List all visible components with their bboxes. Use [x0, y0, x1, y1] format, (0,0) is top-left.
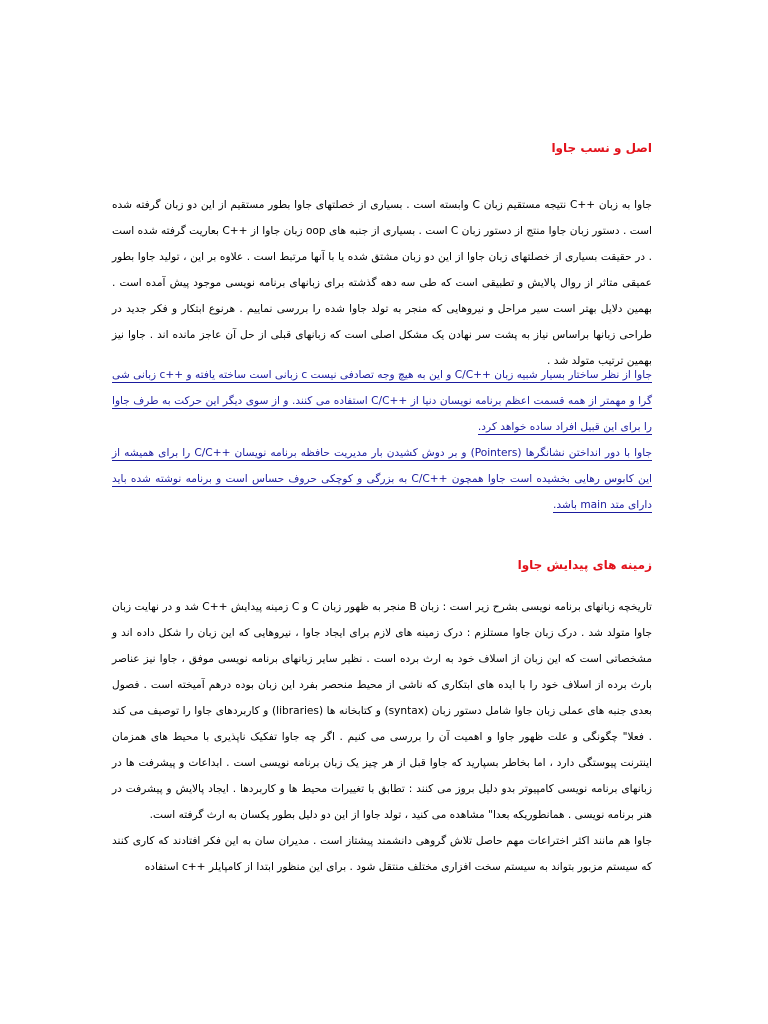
section2-paragraph-team: جاوا هم مانند اکثر اختراعات مهم حاصل تلاش گروهی دانشمند پیشتاز است . مدیران سان به این فکر افتادند که کاری کنند که سیستم مزبور بتواند به سیستم سخت افزاری مختلف منتقل شود . برای این منظور ابتدا از کامپایلر ++c استفاده: [112, 835, 652, 873]
section1-paragraph: جاوا به زبان ++C نتیجه مستقیم زبان C وابسته است . بسیاری از خصلتهای جاوا بطور مستقیم از این دو زبان گرفته شده است . دستور زبان جاوا منتج از دستور زبان C است . بسیاری از جنبه های oop زبان جاوا از ++C بعاریت گرفته شده است . در حقیقت بسیاری از خصلتهای زبان جاوا از این دو زبان مشتق شده یا با آنها مرتبط است . علاوه بر این ، تولید جاوا بطور عمیقی متاثر از روال پالایش و تطبیقی است که طی سه دهه گذشته برای زبانهای برنامه نویسی موجود پیش آمده است . بهمین دلایل بهتر است سیر مراحل و نیروهایی که منجر به تولد جاوا شده را بررسی نماییم . هرنوع ابتکار و فکر جدید در طراحی زبانها براساس نیاز به پشت سر نهادن یک مشکل اصلی است که زبانهای قبلی از حل آن عاجز مانده اند . جاوا نیز بهمین ترتیب متولد شد .: [112, 199, 652, 367]
section-title-background: زمینه های پیدایش جاوا: [517, 558, 652, 572]
section1-highlight-block: [112, 362, 652, 518]
highlight-paragraph-pointers: جاوا با دور انداختن نشانگرها (Pointers) و بر دوش کشیدن بار مدیریت حافظه برنامه نویسان ++C/C را برای همیشه از این کابوس رهایی بخشیده است جاوا همچون ++C/C به بزرگی و کوچکی حروف حساس است و برنامه نوشته شده باید دارای متد main باشد.: [112, 447, 652, 511]
highlight-paragraph-structure: جاوا از نظر ساختار بسیار شبیه زبان ++C/C و این به هیچ وجه تصادفی نیست c زبانی است ساخته یافته و ++c زبانی شی گرا و مهمتر از همه قسمت اعظم برنامه نویسان دنیا از ++C/C استفاده می کنند. و از سوی دیگر این حرکت به طرف جاوا را برای این قبیل افراد ساده خواهد کرد.: [112, 369, 652, 433]
section2-paragraph-history: تاریخچه زبانهای برنامه نویسی بشرح زیر است : زبان B منجر به ظهور زبان C و C زمینه پیدایش ++C شد و در نهایت زبان جاوا متولد شد . درک زبان جاوا مستلزم : درک زمینه های لازم برای ایجاد جاوا ، نیروهایی که این زبان را شکل داده اند و مشخصاتی است که این زبان از اسلاف خود به ارث برده است . نظیر سایر زبانهای برنامه نویسی موفق ، جاوا نیز عناصر بارث برده از اسلاف خود را با ایده های ابتکاری که ناشی از محیط منحصر بفرد این زبان بوده درهم آمیخته است . فصول بعدی جنبه های عملی زبان جاوا شامل دستور زبان (syntax) و کتابخانه ها (libraries) و کاربردهای جاوا را توصیف می کند . فعلا" چگونگی و علت ظهور جاوا و اهمیت آن را بررسی می کنیم . اگر چه جاوا تفکیک ناپذیری با محیط های همزمان اینترنت پیوستگی دارد ، اما بخاطر بسپارید که جاوا قبل از هر چیز یک زبان برنامه نویسی است . ابداعات و پیشرفت ها در زبانهای برنامه نویسی کامپیوتر بدو دلیل بروز می کنند : تطابق با تغییرات محیط ها و کاربردها . ایجاد پالایش و پیشرفت در هنر برنامه نویسی . همانطوریکه بعدا" مشاهده می کنید ، تولد جاوا از این دو دلیل بطور یکسان به ارث گرفته است.: [112, 601, 652, 821]
section2-text-block: [112, 594, 652, 880]
section-title-origins: اصل و نسب جاوا: [551, 141, 652, 155]
document-page: [112, 0, 652, 1024]
